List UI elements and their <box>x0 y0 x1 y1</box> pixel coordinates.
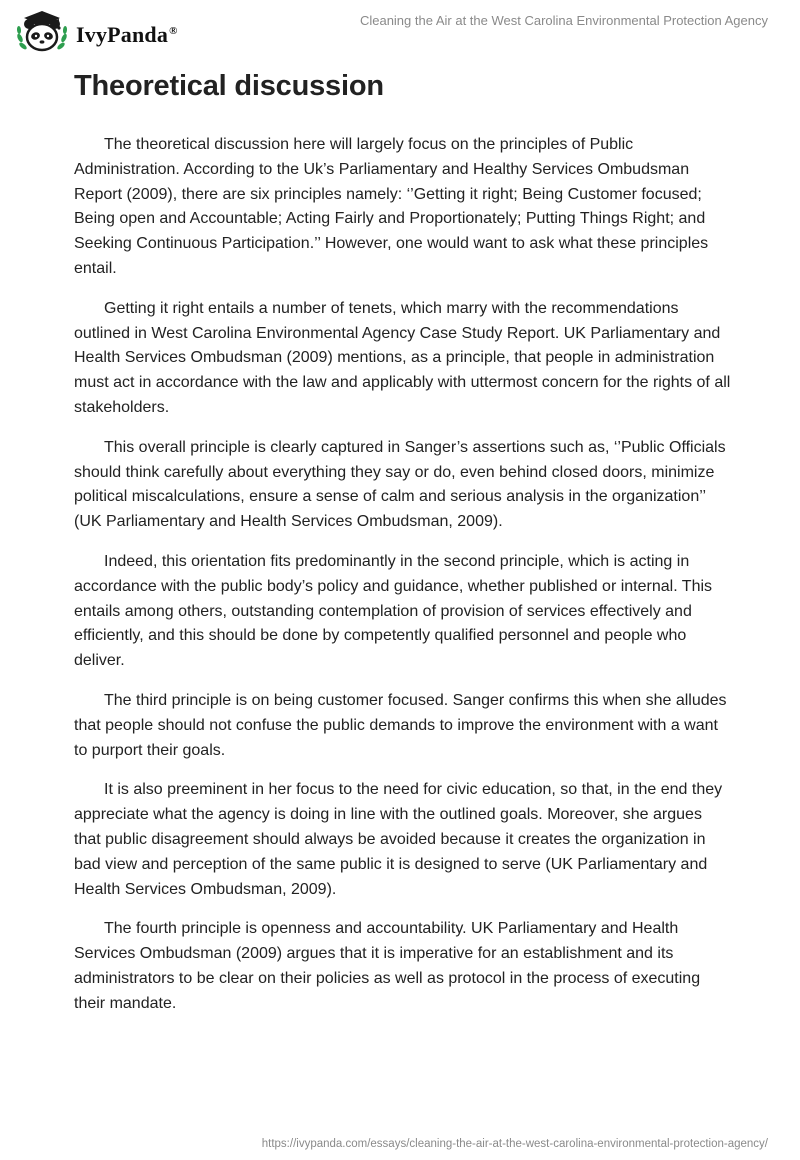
paragraph: Indeed, this orientation fits predominantly in the second principle, which is acting in accordance with the public body’s policy and guidance, whether published or internal. This entails among others, outstanding contemplation of provision of services effectively and efficiently, and this should be done by competently qualified personnel and people who deliver. <box>74 552 713 670</box>
registered-mark: ® <box>169 24 178 37</box>
paragraph: It is also preeminent in her focus to the need for civic education, so that, in the end they appreciate what the agency is doing in line with the outlined goals. Moreover, she argues that public disagreement should always be avoided because it creates the organization in bad view and perception of the same public it is designed to serve (UK Parliamentary and Health Services Ombudsman, 2009). <box>74 781 723 898</box>
panda-graduate-icon <box>14 8 70 56</box>
essay-body <box>74 133 732 1032</box>
paragraph: The theoretical discussion here will largely focus on the principles of Public Administration. According to the Uk’s Parliamentary and Healthy Services Ombudsman Report (2009), there are six principles namely: ‘’Getting it right; Being Customer focused; Being open and Accountable; Acting Fairly and Proportionately; Putting Things Right; and Seeking Continuous Participation.’’ However, one would want to ask what these principles entail. <box>74 136 709 277</box>
paragraph: The fourth principle is openness and accountability. UK Parliamentary and Health Services Ombudsman (2009) argues that it is imperative for an establishment and its administrators to be clear on their policies as well as protocol in the process of executing their mandate. <box>74 920 701 1012</box>
section-heading: Theoretical discussion <box>74 70 384 102</box>
paragraph: The third principle is on being customer focused. Sanger confirms this when she alludes that people should not confuse the public demands to improve the environment with a want to purport their goals. <box>74 691 727 759</box>
paragraph: This overall principle is clearly captured in Sanger’s assertions such as, ‘’Public Officials should think carefully about everything they say or do, even behind closed doors, minimize political miscalculations, ensure a sense of calm and serious analysis in the organization’’ (UK Parliamentary and Health Services Ombudsman, 2009). <box>74 438 726 531</box>
essay-title: Cleaning the Air at the West Carolina Environmental Protection Agency <box>359 13 768 28</box>
brand-name: IvyPanda® <box>76 22 178 47</box>
ivypanda-logo[interactable] <box>14 8 178 56</box>
paragraph: Getting it right entails a number of tenets, which marry with the recommendations outlined in West Carolina Environmental Agency Case Study Report. UK Parliamentary and Health Services Ombudsman (2009) mentions, as a principle, that people in administration must act in accordance with the law and applicably with uttermost concern for the rights of all stakeholders. <box>74 299 731 416</box>
source-url-link[interactable]: https://ivypanda.com/essays/cleaning-the-air-at-the-west-carolina-environmental-protection-agency/ <box>261 1138 768 1150</box>
